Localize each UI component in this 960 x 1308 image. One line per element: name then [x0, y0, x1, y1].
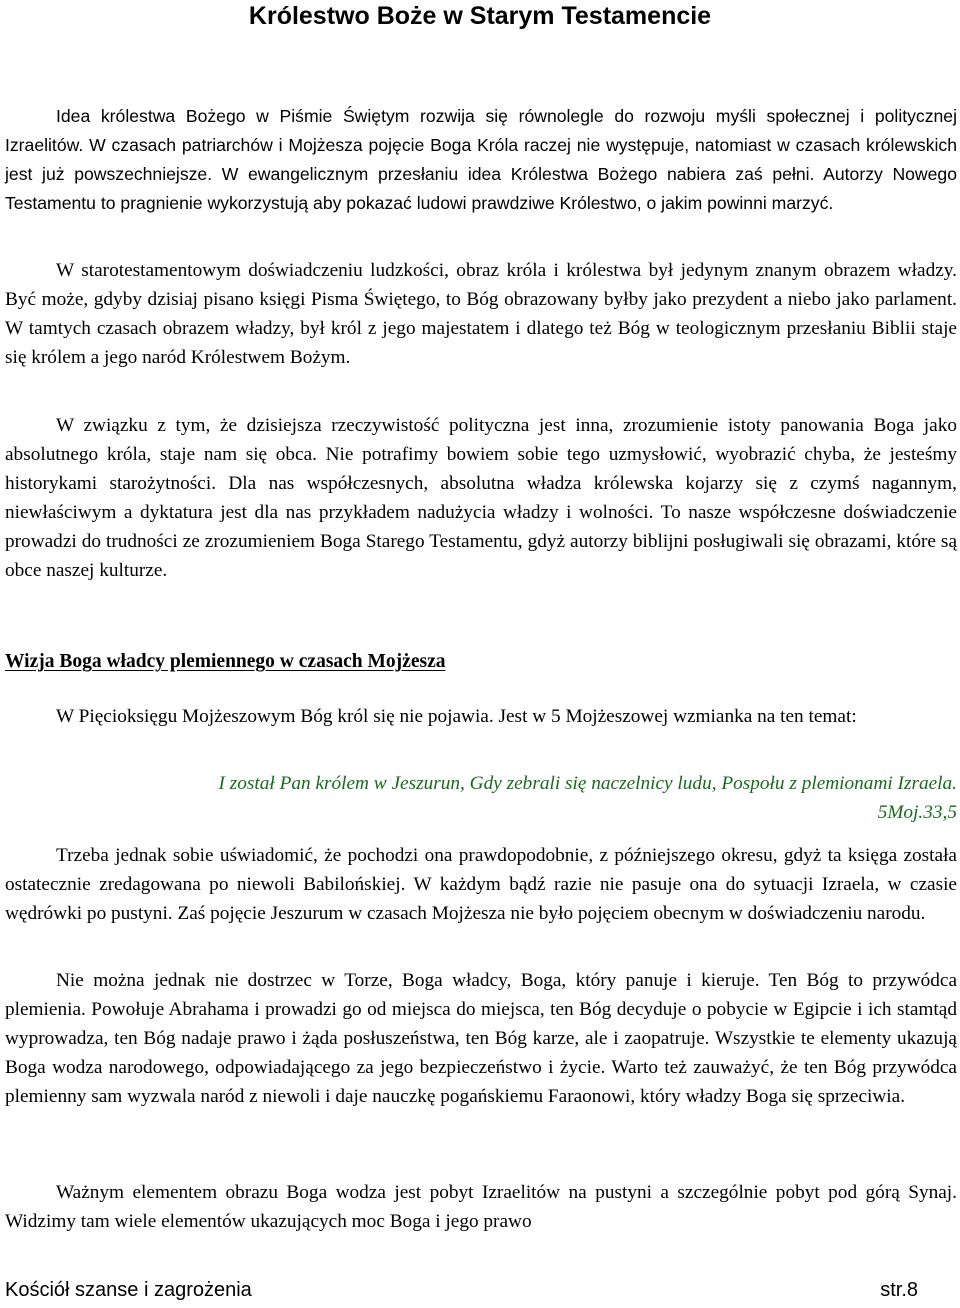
bible-quote [5, 769, 957, 827]
quote-text: I został Pan królem w Jeszurun, Gdy zebrali się naczelnicy ludu, Pospołu z plemionami Izraela. [218, 773, 957, 794]
footer-title: Kościół szanse i zagrożenia [5, 1279, 252, 1301]
paragraph-3: W związku z tym, że dzisiejsza rzeczywistość polityczna jest inna, zrozumienie istoty panowania Boga jako absolutnego króla, staje nam się obca. Nie potrafimy bowiem sobie tego uzmysłowić, wyobrazić chyba, że jesteśmy historykami starożytności. Dla nas współczesnych, absolutna władza królewska kojarzy się z czymś nagannym, niewłaściwym a dyktatura jest dla nas przykładem nadużycia władzy i wolności. To nasze współczesne doświadczenie prowadzi do trudności ze zrozumieniem Boga Starego Testamentu, gdyż autorzy biblijni posługiwali się obrazami, które są obce naszej kulturze. [5, 415, 957, 581]
paragraph-2: W starotestamentowym doświadczeniu ludzkości, obraz króla i królestwa był jedynym znanym obrazem władzy. Być może, gdyby dzisiaj pisano księgi Pisma Świętego, to Bóg obrazowany byłby jako prezydent a niebo jako parlament. W tamtych czasach obrazem władzy, był król z jego majestatem i dlatego też Bóg w teologicznym przesłaniu Biblii staje się królem a jego naród Królestwem Bożym. [5, 260, 957, 368]
section-paragraph-2: Trzeba jednak sobie uświadomić, że pochodzi ona prawdopodobnie, z późniejszego okresu, gdyż ta księga została ostatecznie zredagowana po niewoli Babilońskiej. W każdym bądź razie nie pasuje ona do sytuacji Izraela, w czasie wędrówki po pustyni. Zaś pojęcie Jeszurum w czasach Mojżesza nie było pojęciem obecnym w doświadczeniu narodu. [5, 845, 957, 924]
quote-reference: 5Moj.33,5 [877, 802, 957, 823]
page-number: str.8 [880, 1279, 918, 1301]
section-paragraph-4: Ważnym elementem obrazu Boga wodza jest pobyt Izraelitów na pustyni a szczególnie pobyt pod górą Synaj. Widzimy tam wiele elementów ukazujących moc Boga i jego prawo [5, 1182, 957, 1232]
section-heading: Wizja Boga władcy plemiennego w czasach Mojżesza [5, 651, 446, 672]
section-paragraph-1: W Pięcioksięgu Mojżeszowym Bóg król się nie pojawia. Jest w 5 Mojżeszowej wzmianka na ten temat: [56, 706, 857, 727]
section-paragraph-3: Nie można jednak nie dostrzec w Torze, Boga władcy, Boga, który panuje i kieruje. Ten Bóg to przywódca plemienia. Powołuje Abrahama i prowadzi go od miejsca do miejsca, ten Bóg decyduje o pobycie w Egipcie i ich stamtąd wyprowadza, ten Bóg nadaje prawo i żąda posłuszeństwa, ten Bóg karze, ale i zaopatruje. Wszystkie te elementy ukazują Boga wodza narodowego, odpowiadającego za jego bezpieczeństwo i życie. Warto też zauważyć, że ten Bóg przywódca plemienny sam wyzwala naród z niewoli i daje nauczkę pogańskiemu Faraonowi, który władzy Boga się sprzeciwia. [5, 970, 957, 1107]
intro-paragraph: Idea królestwa Bożego w Piśmie Świętym rozwija się równolegle do rozwoju myśli społecznej i politycznej Izraelitów. W czasach patriarchów i Mojżesza pojęcie Boga Króla raczej nie występuje, natomiast w czasach królewskich jest już powszechniejsze. W ewangelicznym przesłaniu idea Królestwa Bożego nabiera zaś pełni. Autorzy Nowego Testamentu to pragnienie wykorzystują aby pokazać ludowi prawdziwe Królestwo, o jakim powinni marzyć. [5, 106, 957, 213]
page-footer [5, 1276, 918, 1304]
document-title: Królestwo Boże w Starym Testamencie [248, 2, 712, 30]
